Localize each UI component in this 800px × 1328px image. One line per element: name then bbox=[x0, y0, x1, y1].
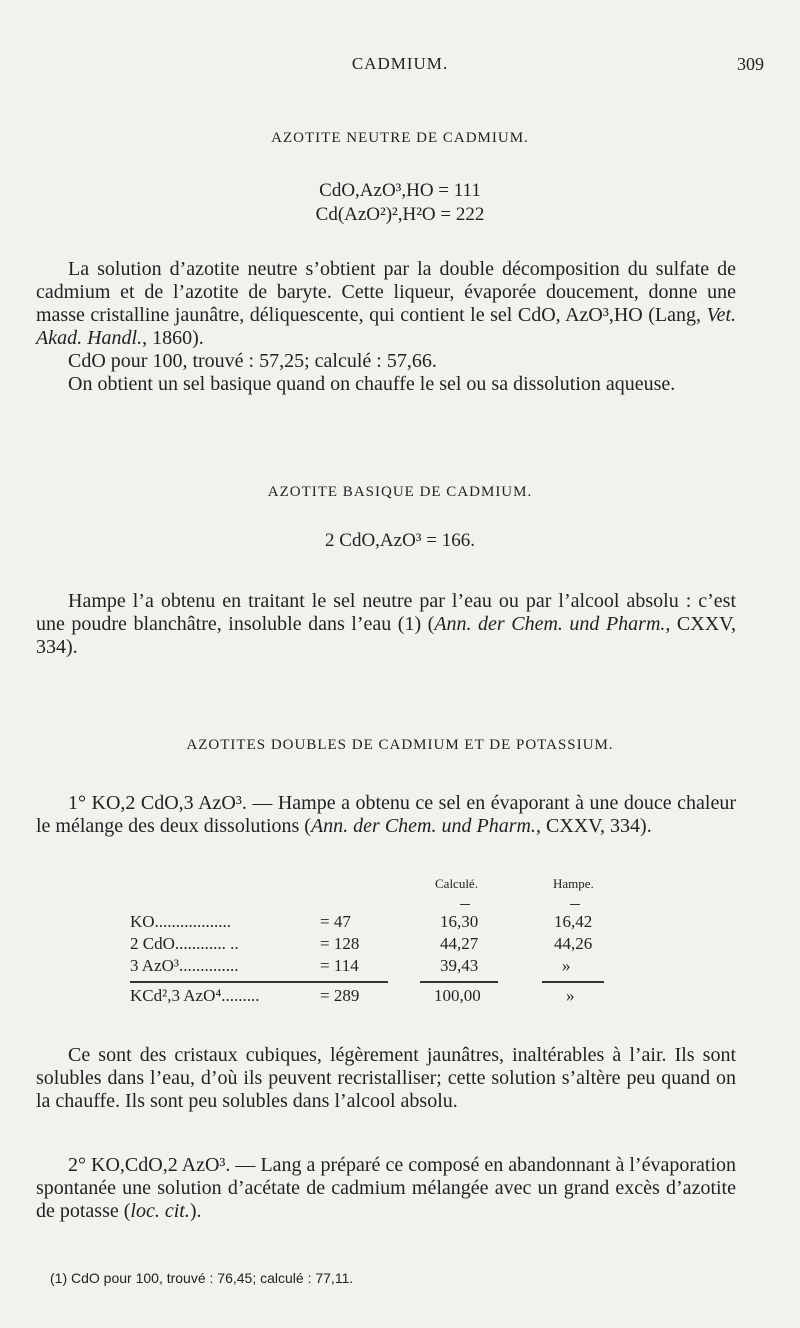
formula-line-1: CdO,AzO³,HO = 111 bbox=[319, 180, 481, 201]
total-calcule: 100,00 bbox=[434, 986, 481, 1005]
page-number: 309 bbox=[737, 54, 764, 74]
row-hampe: 16,42 bbox=[554, 912, 593, 931]
paragraph-text: 1° KO,2 CdO,3 AzO³. — Hampe a obtenu ce sel en évaporant à une douce chaleur le mélange des deux dissolutions ( bbox=[36, 792, 736, 837]
paragraph-azotite-neutre bbox=[36, 258, 736, 396]
total-equivalent: = 289 bbox=[320, 986, 360, 1005]
header-dashes bbox=[130, 898, 630, 912]
paragraph-azotite-basique bbox=[36, 590, 736, 659]
row-hampe: 44,26 bbox=[554, 934, 593, 953]
paragraph-text-end: , CXXV, 334). bbox=[36, 613, 737, 658]
row-label: KO.................. bbox=[130, 912, 232, 931]
total-rule bbox=[420, 981, 498, 983]
row-hampe: » bbox=[562, 956, 571, 975]
paragraph-ko-2cdo bbox=[36, 792, 736, 838]
paragraph-crystals bbox=[36, 1044, 736, 1113]
table-row bbox=[130, 934, 630, 956]
table-row bbox=[130, 912, 630, 934]
row-calcule: 44,27 bbox=[440, 934, 479, 953]
formula-basique: 2 CdO,AzO³ = 166. bbox=[325, 530, 475, 551]
table-row bbox=[130, 956, 630, 978]
paragraph-text-end: , CXXV, 334). bbox=[535, 815, 652, 837]
paragraph-text: Hampe l’a obtenu en traitant le sel neutre par l’eau ou par l’alcool absolu : c’est une poudre blanchâtre, insoluble dans l’eau (1) ( bbox=[36, 590, 736, 635]
row-label: 2 CdO............ .. bbox=[130, 934, 239, 953]
reference-title: Ann. der Chem. und Pharm. bbox=[434, 613, 666, 635]
row-equivalent: = 47 bbox=[320, 912, 351, 931]
row-calcule: 16,30 bbox=[440, 912, 479, 931]
total-rules bbox=[130, 978, 630, 986]
column-header-hampe: Hampe. bbox=[553, 876, 594, 891]
total-label: KCd²,3 AzO⁴......... bbox=[130, 986, 260, 1005]
total-hampe: » bbox=[566, 986, 575, 1005]
paragraph-text-end: ). bbox=[189, 1200, 202, 1222]
footnote: (1) CdO pour 100, trouvé : 76,45; calculé : 77,11. bbox=[50, 1270, 354, 1286]
column-header-calcule: Calculé. bbox=[435, 876, 478, 891]
section-title-azotites-doubles: AZOTITES DOUBLES DE CADMIUM ET DE POTASSIUM. bbox=[186, 737, 614, 753]
total-rule bbox=[542, 981, 604, 983]
total-rule bbox=[130, 981, 388, 983]
section-title-azotite-basique: AZOTITE BASIQUE DE CADMIUM. bbox=[267, 484, 533, 500]
paragraph-ko-cdo bbox=[36, 1154, 736, 1223]
row-label: 3 AzO³.............. bbox=[130, 956, 239, 975]
dash-mark bbox=[460, 904, 470, 905]
reference-title: Ann. der Chem. und Pharm. bbox=[310, 815, 536, 837]
paragraph-text: La solution d’azotite neutre s’obtient par la double décomposition du sulfate de cadmium et de l’azotite de baryte. Cette liqueur, évaporée doucement, donne une masse cristalline jaunâtre, déliquescente, qui contient le sel CdO, AzO³,HO (Lang, bbox=[36, 258, 736, 326]
row-equivalent: = 128 bbox=[320, 934, 360, 953]
running-title: CADMIUM. bbox=[351, 54, 449, 73]
paragraph-text: 2° KO,CdO,2 AzO³. — Lang a préparé ce composé en abandonnant à l’évaporation spontanée une solution d’acétate de cadmium mélangée avec un grand excès d’azotite de potasse ( bbox=[36, 1154, 736, 1222]
composition-table bbox=[130, 876, 630, 1008]
section-title-azotite-neutre: AZOTITE NEUTRE DE CADMIUM. bbox=[271, 130, 529, 146]
row-calcule: 39,43 bbox=[440, 956, 479, 975]
row-equivalent: = 114 bbox=[320, 956, 359, 975]
formula-line-2: Cd(AzO²)²,H²O = 222 bbox=[315, 204, 485, 225]
paragraph-basic-salt: On obtient un sel basique quand on chauffe le sel ou sa dissolution aqueuse. bbox=[68, 373, 676, 395]
paragraph-text: Ce sont des cristaux cubiques, légèrement jaunâtres, inaltérables à l’air. Ils sont solubles dans l’eau, d’où ils peuvent recristalliser; cette solution s’altère peu quand on la chauffe. Ils sont peu solubles dans l’alcool absolu. bbox=[36, 1044, 736, 1112]
table-total-row bbox=[130, 986, 630, 1008]
paragraph-text-end: , 1860). bbox=[142, 327, 204, 349]
dash-mark bbox=[570, 904, 580, 905]
table-header bbox=[130, 876, 630, 898]
paragraph-cdo-result: CdO pour 100, trouvé : 57,25; calculé : 57,66. bbox=[68, 350, 437, 372]
reference-title: Vet. Akad. Handl. bbox=[36, 304, 737, 349]
reference-title: loc. cit. bbox=[130, 1200, 190, 1222]
